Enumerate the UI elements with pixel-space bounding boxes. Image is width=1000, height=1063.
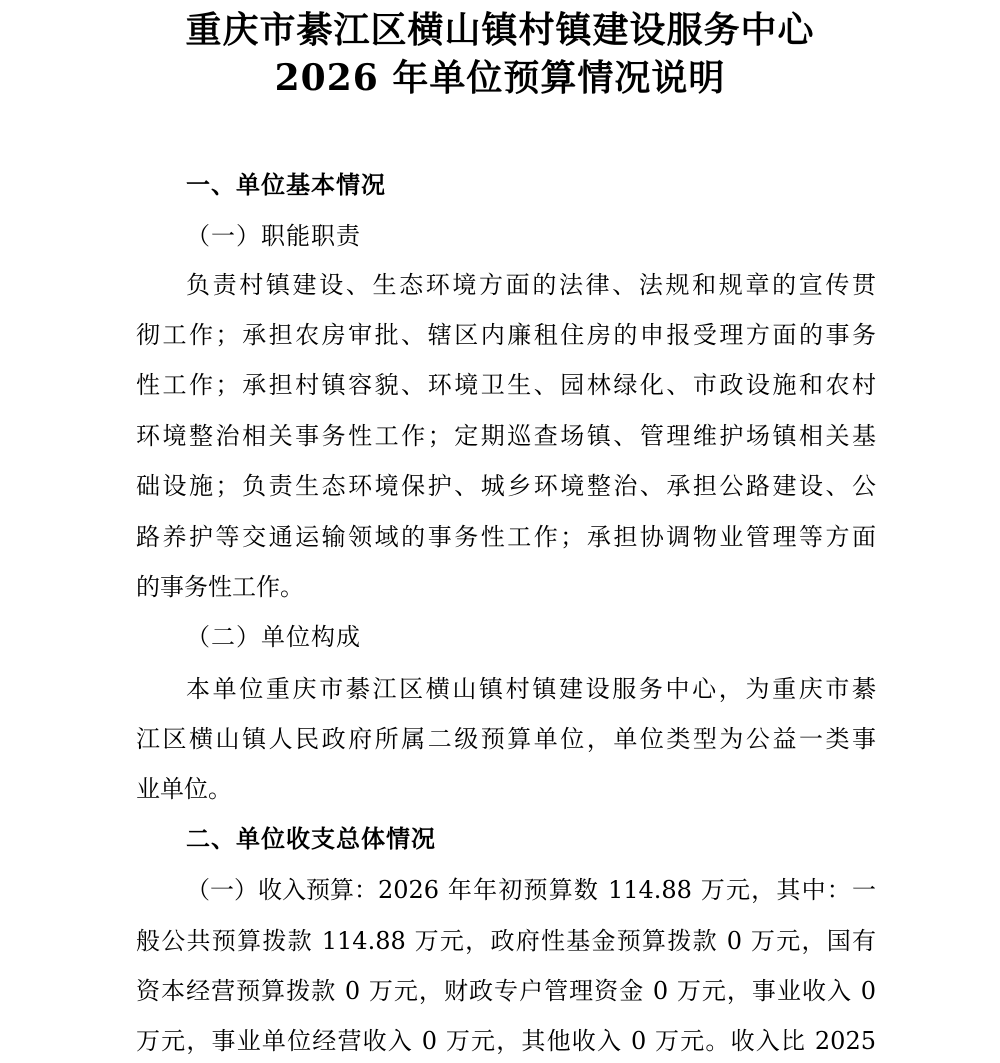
paragraph-line: 万元，事业单位经营收入 0 万元，其他收入 0 万元。收入比 2025 bbox=[136, 1027, 876, 1055]
paragraph-text: 2026 年年初预算数 114.88 万元，其中：一 bbox=[378, 876, 876, 904]
subsection-heading-income-budget: （一）收入预算： bbox=[186, 876, 378, 904]
document-title-line2: 2026 年单位预算情况说明 bbox=[274, 57, 726, 99]
paragraph-line: 彻工作；承担农房审批、辖区内廉租住房的申报受理方面的事务 bbox=[136, 321, 876, 349]
document-title-line1: 重庆市綦江区横山镇村镇建设服务中心 bbox=[185, 9, 815, 51]
paragraph-line: 环境整治相关事务性工作；定期巡查场镇、管理维护场镇相关基 bbox=[136, 422, 876, 450]
paragraph-line: 般公共预算拨款 114.88 万元，政府性基金预算拨款 0 万元，国有 bbox=[136, 927, 876, 955]
paragraph-line: 业单位。 bbox=[136, 775, 232, 803]
paragraph-line-income bbox=[186, 873, 876, 907]
paragraph-line: 路养护等交通运输领域的事务性工作；承担协调物业管理等方面 bbox=[136, 523, 876, 551]
paragraph-line: 本单位重庆市綦江区横山镇村镇建设服务中心，为重庆市綦 bbox=[186, 675, 876, 703]
paragraph-line: 的事务性工作。 bbox=[136, 573, 304, 601]
paragraph-line: 江区横山镇人民政府所属二级预算单位，单位类型为公益一类事 bbox=[136, 725, 876, 753]
paragraph-line: 性工作；承担村镇容貌、环境卫生、园林绿化、市政设施和农村 bbox=[136, 371, 876, 399]
paragraph-line: 础设施；负责生态环境保护、城乡环境整治、承担公路建设、公 bbox=[136, 472, 876, 500]
section-heading-income-expenditure: 二、单位收支总体情况 bbox=[186, 825, 436, 853]
subsection-heading-composition: （二）单位构成 bbox=[186, 623, 361, 651]
section-heading-basic-info: 一、单位基本情况 bbox=[186, 171, 386, 199]
paragraph-line: 负责村镇建设、生态环境方面的法律、法规和规章的宣传贯 bbox=[186, 271, 876, 299]
paragraph-line: 资本经营预算拨款 0 万元，财政专户管理资金 0 万元，事业收入 0 bbox=[136, 977, 876, 1005]
subsection-heading-duties: （一）职能职责 bbox=[186, 222, 361, 250]
